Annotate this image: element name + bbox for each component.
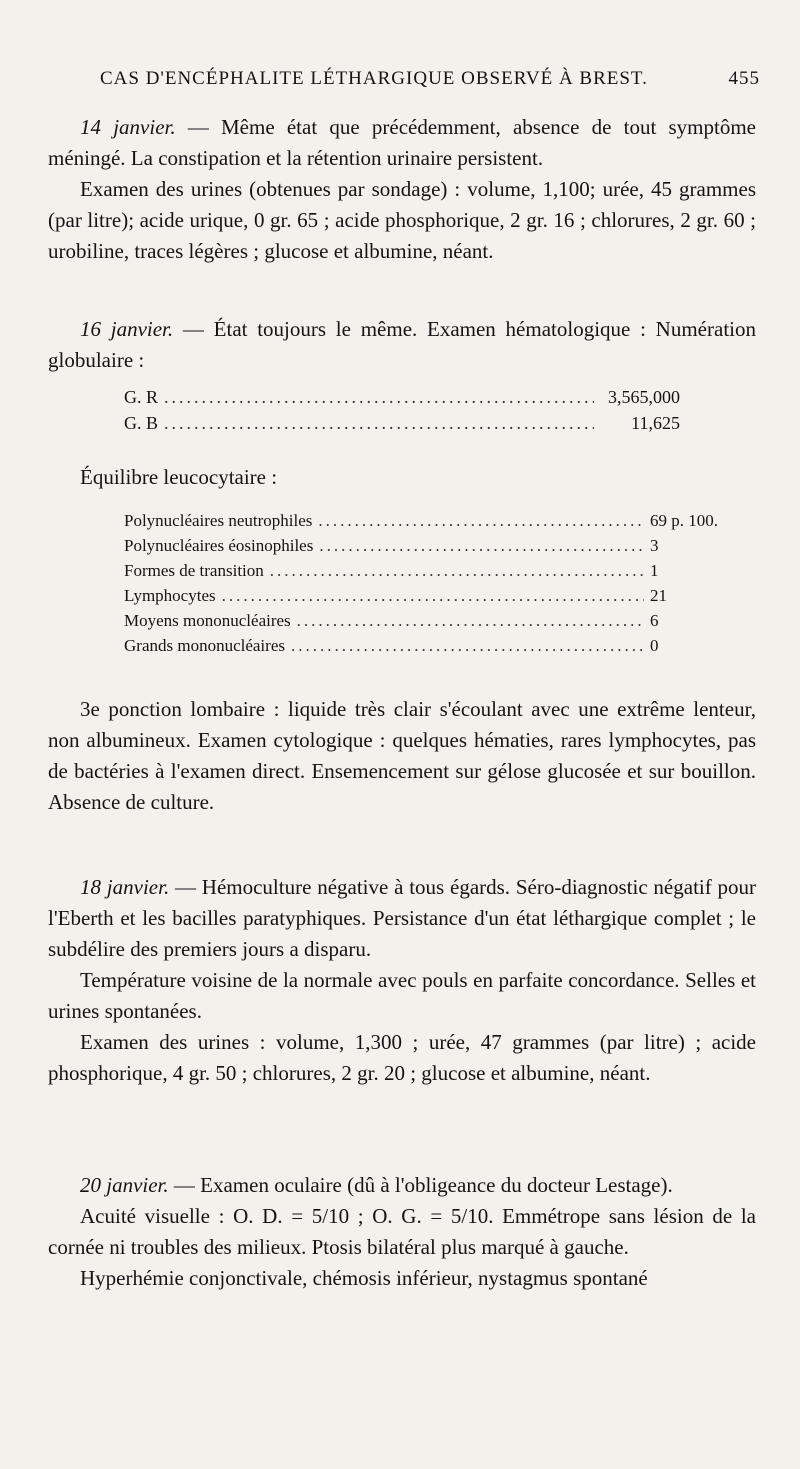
paragraph-text: — Même état que précédemment, absence de tout symptôme méningé. La constipation et la rétention urinaire persistent.: [48, 115, 756, 170]
table-row: [124, 608, 760, 633]
entry-date: 20 janvier.: [80, 1173, 169, 1197]
paragraph: [48, 314, 756, 376]
row-value: 6: [650, 611, 659, 630]
paragraph: 3e ponction lombaire : liquide très clair s'écoulant avec une extrême lenteur, non albumineux. Examen cytologique : quelques hématies, rares lymphocytes, pas de bactéries à l'examen direct. Ensemencement sur gélose glucosée et sur bouillon. Absence de culture.: [48, 697, 756, 814]
leader-dots: [291, 633, 644, 658]
paragraph: [48, 112, 756, 174]
paragraph-text: — Hémoculture négative à tous égards. Séro-diagnostic négatif pour l'Eberth et les bacilles paratyphiques. Persistance d'un état léthargique complet ; le subdélire des premiers jours a disparu.: [48, 875, 757, 961]
row-label: Moyens mononucléaires: [124, 611, 291, 630]
table-row: [124, 410, 680, 436]
row-value: 1: [650, 561, 659, 580]
row-value: 69 p. 100.: [650, 511, 718, 530]
row-label: Lymphocytes: [124, 586, 216, 605]
row-label: Formes de transition: [124, 561, 264, 580]
paragraph: Température voisine de la normale avec pouls en parfaite concordance. Selles et urines spontanées.: [48, 968, 756, 1023]
row-label: G. R: [124, 387, 159, 407]
entry-date: 16 janvier.: [80, 317, 174, 341]
row-value: 3,565,000: [608, 387, 680, 407]
leader-dots: [297, 608, 644, 633]
leader-dots: [318, 508, 644, 533]
row-value: 11,625: [631, 413, 680, 433]
leader-dots: [164, 410, 594, 436]
blood-count-table: [124, 384, 680, 436]
row-label: G. B: [124, 413, 159, 433]
table-row: [124, 508, 760, 533]
table-row: [124, 558, 760, 583]
row-label: Polynucléaires éosinophiles: [124, 536, 314, 555]
entry-18-janvier: [48, 872, 756, 1089]
paragraph: [48, 872, 756, 965]
row-value: 21: [650, 586, 667, 605]
leader-dots: [222, 583, 644, 608]
table-row: [124, 633, 760, 658]
row-value: 3: [650, 536, 659, 555]
lumbar-puncture-paragraph: [48, 694, 756, 818]
leader-dots: [164, 384, 594, 410]
entry-date: 18 janvier.: [80, 875, 170, 899]
leader-dots: [270, 558, 644, 583]
table-row: [124, 533, 760, 558]
paragraph: Acuité visuelle : O. D. = 5/10 ; O. G. = 5/10. Emmétrope sans lésion de la cornée ni troubles des milieux. Ptosis bilatéral plus marqué à gauche.: [48, 1204, 756, 1259]
paragraph-text: — Examen oculaire (dû à l'obligeance du docteur Lestage).: [173, 1173, 673, 1197]
entry-16-janvier: [48, 314, 756, 376]
equilibre-label: Équilibre leucocytaire :: [80, 465, 278, 489]
entry-20-janvier: [48, 1170, 756, 1294]
paragraph: Examen des urines : volume, 1,300 ; urée, 47 grammes (par litre) ; acide phosphorique, 4 gr. 50 ; chlorures, 2 gr. 20 ; glucose et albumine, néant.: [48, 1030, 756, 1085]
entry-date: 14 janvier.: [80, 115, 176, 139]
entry-14-janvier: [48, 112, 756, 267]
paragraph: Examen des urines (obtenues par sondage) : volume, 1,100; urée, 45 grammes (par litre); acide urique, 0 gr. 65 ; acide phosphorique, 2 gr. 16 ; chlorures, 2 gr. 60 ; urobiline, traces légères ; glucose et albumine, néant.: [48, 177, 756, 263]
leader-dots: [319, 533, 644, 558]
paragraph: [48, 1170, 756, 1201]
page-number: 455: [728, 68, 760, 89]
table-row: [124, 384, 680, 410]
leucocyte-table: [124, 508, 760, 658]
header-title: CAS D'ENCÉPHALITE LÉTHARGIQUE OBSERVÉ À BREST.: [100, 68, 648, 89]
paragraph: Hyperhémie conjonctivale, chémosis inférieur, nystagmus spontané: [80, 1266, 648, 1290]
table-row: [124, 583, 760, 608]
row-label: Polynucléaires neutrophiles: [124, 511, 313, 530]
row-label: Grands mononucléaires: [124, 636, 285, 655]
running-header: [100, 68, 760, 98]
row-value: 0: [650, 636, 659, 655]
paragraph-text: — État toujours le même. Examen hématologique : Numération globulaire :: [48, 317, 756, 372]
